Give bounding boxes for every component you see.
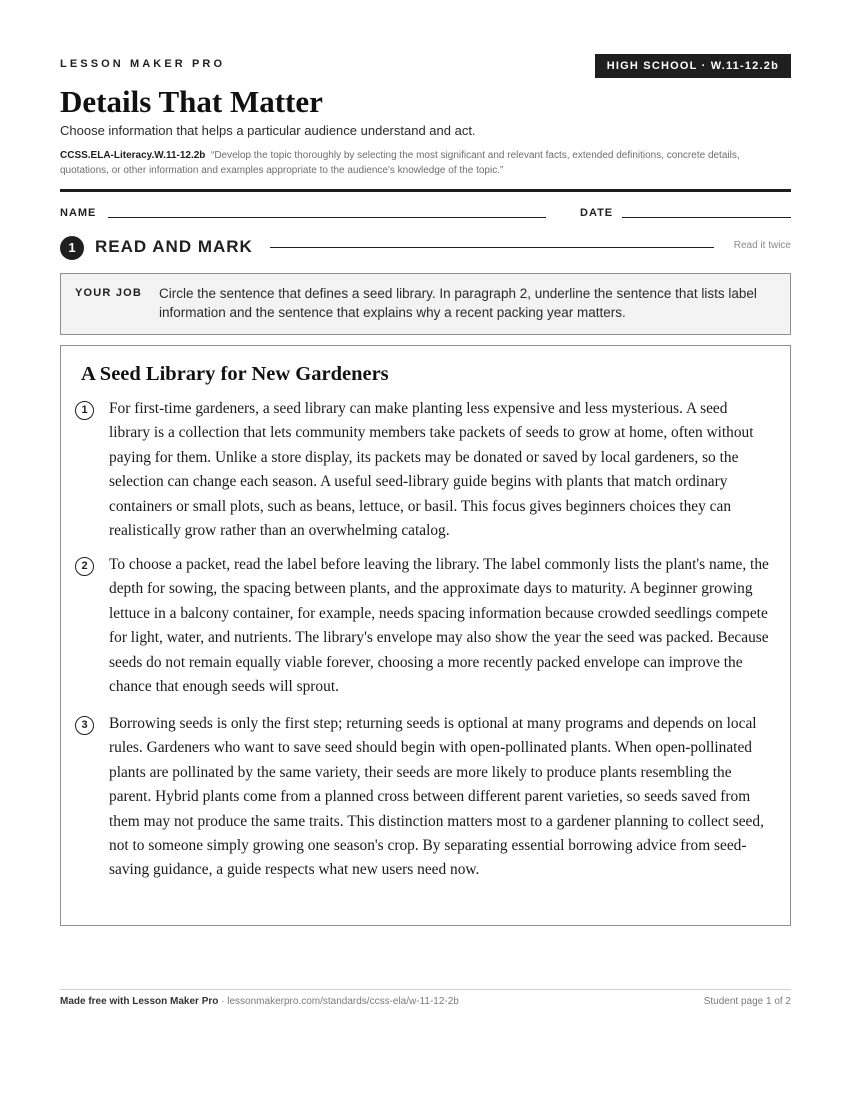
footer-page-number: Student page 1 of 2 (703, 996, 791, 1007)
name-label: NAME (60, 207, 97, 219)
paragraph-number-badge: 3 (75, 716, 94, 735)
section-title: READ AND MARK (95, 237, 253, 256)
paragraph-number-badge: 2 (75, 557, 94, 576)
page-title: Details That Matter (60, 84, 323, 119)
task-label: YOUR JOB (75, 287, 143, 299)
reading-passage (60, 345, 791, 926)
footer-url[interactable]: · lessonmakerpro.com/standards/ccss-ela/w-11-12-2b (218, 996, 459, 1007)
step-number-badge: 1 (60, 236, 84, 260)
date-label: DATE (580, 207, 614, 219)
passage-title: A Seed Library for New Gardeners (81, 363, 389, 385)
paragraph-text: To choose a packet, read the label before leaving the library. The label commonly lists the plant's name, the depth for sowing, the spacing between plants, and the approximate days to maturity. A beginner growing lettuce in a balcony container, for example, needs spacing information because crowded seedlings compete for light, water, and nutrients. The library's envelope may also show the year the seed was packed. Because seeds do not remain equally viable forever, choosing a more recently packed envelope can improve the chance that enough seeds will sprout. (109, 556, 769, 696)
brand-name: LESSON MAKER PRO (60, 58, 226, 70)
section-divider (270, 247, 714, 248)
page-subtitle: Choose information that helps a particular audience understand and act. (60, 123, 476, 138)
footer-made-with: Made free with Lesson Maker Pro (60, 996, 219, 1007)
name-field[interactable] (108, 217, 546, 218)
section-note: Read it twice (733, 240, 791, 251)
section-header (60, 236, 791, 260)
standard-description (60, 148, 791, 178)
paragraph-text: For first-time gardeners, a seed library can make planting less expensive and less mysterious. A seed library is a collection that lets community members take packets of seeds to grow at home, often without paying for them. Unlike a store display, its packets may be donated or saved by local gardeners, so the selection can change each season. A useful seed-library guide begins with plants that match ordinary containers or small plots, such as beans, lettuce, or basil. This focus gives beginners choices they can realistically grow rather than an overwhelming catalog. (109, 400, 754, 540)
header-divider (60, 189, 791, 192)
grade-badge: HIGH SCHOOL · W.11-12.2b (595, 54, 791, 78)
footer-divider (60, 989, 791, 990)
footer-credit (60, 996, 459, 1007)
task-instructions-box (60, 273, 791, 335)
paragraph-number-badge: 1 (75, 401, 94, 420)
date-field[interactable] (622, 217, 791, 218)
worksheet-page (60, 0, 791, 1100)
paragraph-text: Borrowing seeds is only the first step; returning seeds is optional at many programs and depends on local rules. Gardeners who want to save seed should begin with open-pollinated plants. When open-pollinated plants are pollinated by the same variety, their seeds are more likely to produce plants resembling the parent. Hybrid plants come from a planned cross between different parent varieties, so seeds saved from them may not produce the same traits. This distinction matters most to a gardener planning to collect seed, not to someone simply growing one season's crop. By separating essential borrowing advice from seed-saving guidance, a guide respects what new users need now. (109, 715, 764, 879)
standard-code: CCSS.ELA-Literacy.W.11-12.2b (60, 150, 206, 161)
standard-text: “Develop the topic thoroughly by selecting the most significant and relevant facts, extended definitions, concrete details, quotations, or other information and examples appropriate to the audience's knowledge of the topic.” (60, 150, 740, 176)
task-text: Circle the sentence that defines a seed library. In paragraph 2, underline the sentence that lists label information and the sentence that explains why a recent packing year matters. (159, 286, 757, 320)
